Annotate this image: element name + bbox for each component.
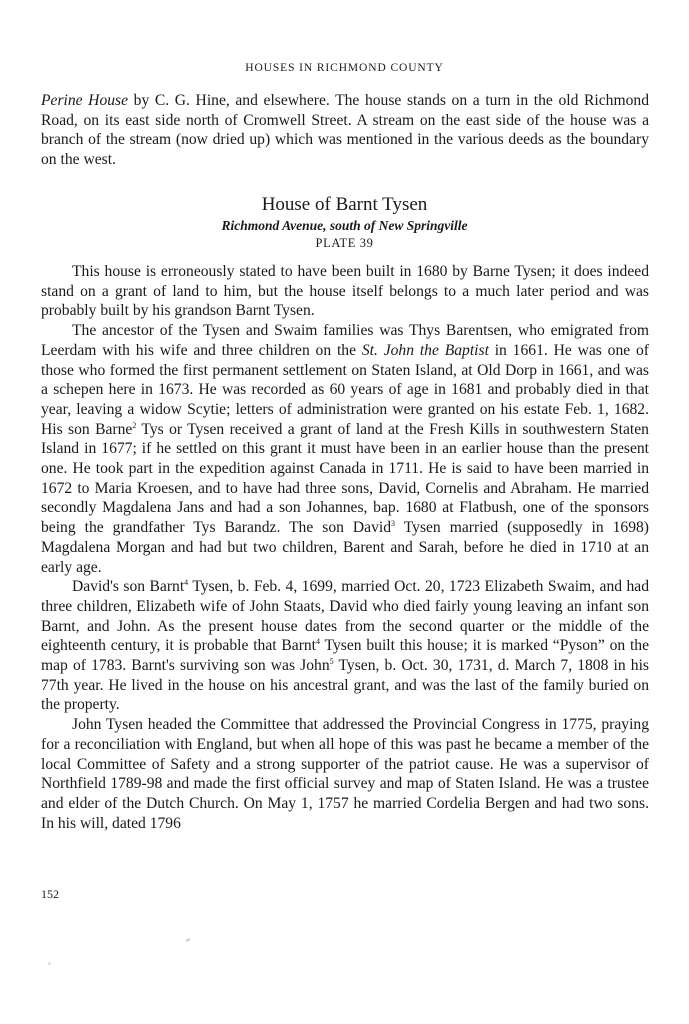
text-run: Tysen, b. Feb. 4, 1699, married Oct. 20, 1723 Elizabeth Swaim, and had three children, Elizabeth wife of John Staats, David who died fairly young leaving an infant son Barnt, and John. As the present house dates from the second quarter or the middle of the eighteenth century, it is probable that Barnt [41, 578, 649, 655]
ship-name-italic: St. John the Baptist [361, 341, 489, 359]
generation-superscript: 3 [391, 519, 396, 529]
generation-superscript: 4 [184, 578, 189, 588]
running-head: HOUSES IN RICHMOND COUNTY [245, 62, 444, 74]
page-number: 152 [41, 887, 59, 901]
scan-speck [186, 938, 190, 942]
paragraph-2 [41, 321, 649, 577]
generation-superscript: 5 [329, 657, 334, 667]
section-location: Richmond Avenue, south of New Springville [221, 218, 468, 233]
book-title-italic: Perine House [41, 92, 129, 109]
text-run: Tysen built this house; it is marked “Pyson” on the map of 1783. Barnt's surviving son was John [41, 637, 650, 675]
paragraph-text: by C. G. Hine, and elsewhere. The house stands on a turn in the old Richmond Road, on its east side north of Cromwell Street. A stream on the east side of the house was a branch of the stream (now dried up) which was mentioned in the various deeds as the boundary on the west. [41, 92, 649, 169]
generation-superscript: 4 [316, 637, 321, 647]
text-run: in 1661. He was one of those who formed the first permanent settlement on Staten Island, at Old Dorp in 1661, and was a schepen here in 1673. He was recorded as 60 years of age in 1681 and probably died in that year, leaving a widow Scytie; letters of administration were granted on his estate Feb. 1, 1682. His son Barne [41, 341, 649, 438]
paragraph-4: John Tysen headed the Committee that addressed the Provincial Congress in 1775, praying for a reconciliation with England, but when all hope of this was past he became a member of the local Committee of Safety and a strong supporter of the patriot cause. He was a supervisor of Northfield 1789-98 and made the first official survey and map of Staten Island. He was a trustee and elder of the Dutch Church. On May 1, 1757 he married Cordelia Bergen and had two sons. In his will, dated 1796 [41, 716, 649, 832]
text-run: David's son Barnt [72, 578, 185, 596]
plate-reference: PLATE 39 [315, 236, 374, 250]
text-run: The ancestor of the Tysen and Swaim families was Thys Barentsen, who emigrated from Leerdam with his wife and three children on the [41, 322, 649, 359]
continued-paragraph [41, 91, 649, 170]
generation-superscript: 2 [132, 420, 137, 430]
text-run: Tysen married (supposedly in 1698) Magdalena Morgan and had but two children, Barent and Sarah, before he died in 1710 at an early age. [41, 519, 650, 576]
body-text [41, 262, 649, 833]
paragraph-1: This house is erroneously stated to have been built in 1680 by Barne Tysen; it does indeed stand on a grant of land to him, but the house itself belongs to a much later period and was probably built by his grandson Barnt Tysen. [41, 263, 649, 320]
section-title: House of Barnt Tysen [261, 194, 428, 215]
text-run: Tys or Tysen received a grant of land at the Fresh Kills in southwestern Staten Island in 1677; if he settled on this grant it must have been in an earlier house than the present one. He took part in the expedition against Canada in 1711. He is said to have been married in 1672 to Maria Kroesen, and to have had three sons, David, Cornelis and Abraham. He married secondly Magdalena Jans and had a son Johannes, bap. 1680 at Flatbush, one of the sponsors being the grandfather Tys Barandz. The son David [41, 420, 649, 537]
scan-speck [48, 962, 51, 965]
paragraph-3 [41, 577, 649, 715]
text-run: Tysen, b. Oct. 30, 1731, d. March 7, 1808 in his 77th year. He lived in the house on his ancestral grant, and was the last of the family buried on the property. [41, 657, 649, 714]
